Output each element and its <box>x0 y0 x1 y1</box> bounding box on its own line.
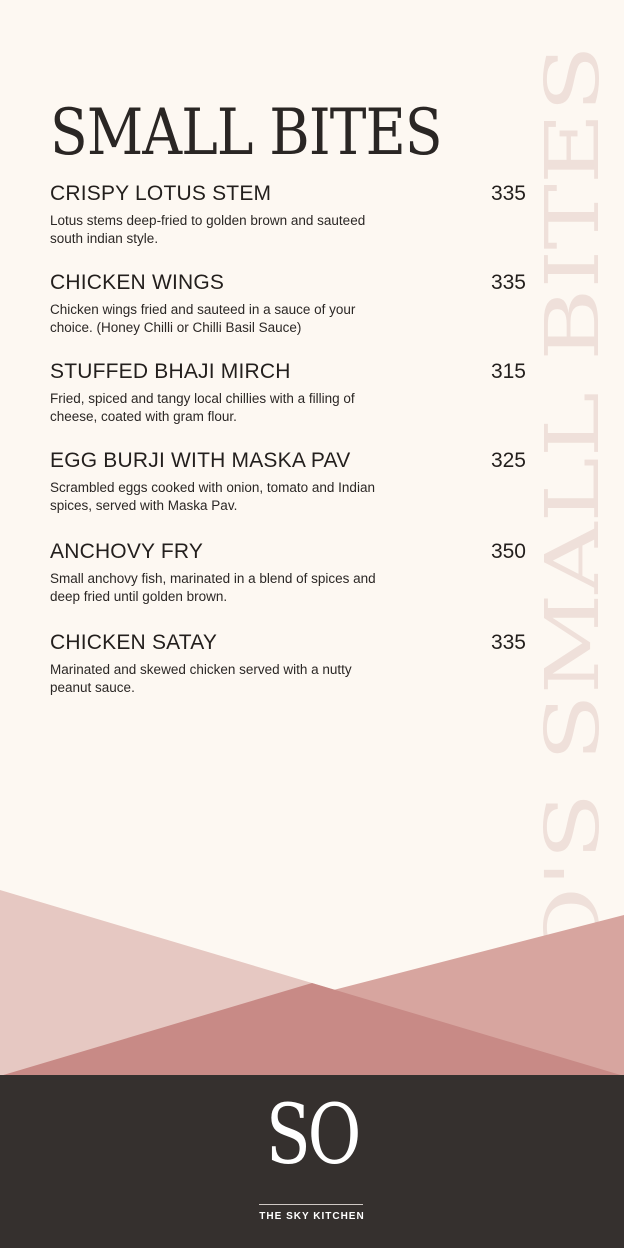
item-description: Small anchovy fish, marinated in a blend of spices and deep fried until golden brown. <box>50 571 376 604</box>
logo-divider <box>259 1204 363 1205</box>
item-name: ANCHOVY FRY <box>50 540 204 563</box>
item-price: 350 <box>490 540 526 563</box>
item-name: STUFFED BHAJI MIRCH <box>50 360 291 383</box>
item-price: 335 <box>490 631 526 654</box>
item-price: 325 <box>490 449 526 472</box>
item-price: 335 <box>490 271 526 294</box>
logo-caption: THE SKY KITCHEN <box>259 1211 365 1222</box>
footer <box>0 1075 624 1248</box>
decorative-band <box>0 880 624 1080</box>
item-price: 315 <box>490 360 526 383</box>
item-description: Fried, spiced and tangy local chillies with a filling of cheese, coated with gram flour. <box>50 391 355 424</box>
so-logo: SO <box>265 1088 359 1183</box>
item-name: CHICKEN SATAY <box>50 631 218 654</box>
item-description: Lotus stems deep-fried to golden brown and sauteed south indian style. <box>50 213 366 246</box>
page-title: SMALL BITES <box>50 95 442 170</box>
item-description: Marinated and skewed chicken served with a nutty peanut sauce. <box>50 662 352 695</box>
item-description: Chicken wings fried and sauteed in a sauce of your choice. (Honey Chilli or Chilli Basil Sauce) <box>50 302 356 335</box>
watermark-text: SO'S SMALL BITES <box>530 289 616 1035</box>
item-price: 335 <box>490 182 526 205</box>
item-name: CRISPY LOTUS STEM <box>50 182 272 205</box>
item-name: CHICKEN WINGS <box>50 271 225 294</box>
item-name: EGG BURJI WITH MASKA PAV <box>50 449 351 472</box>
item-description: Scrambled eggs cooked with onion, tomato and Indian spices, served with Maska Pav. <box>50 480 375 513</box>
